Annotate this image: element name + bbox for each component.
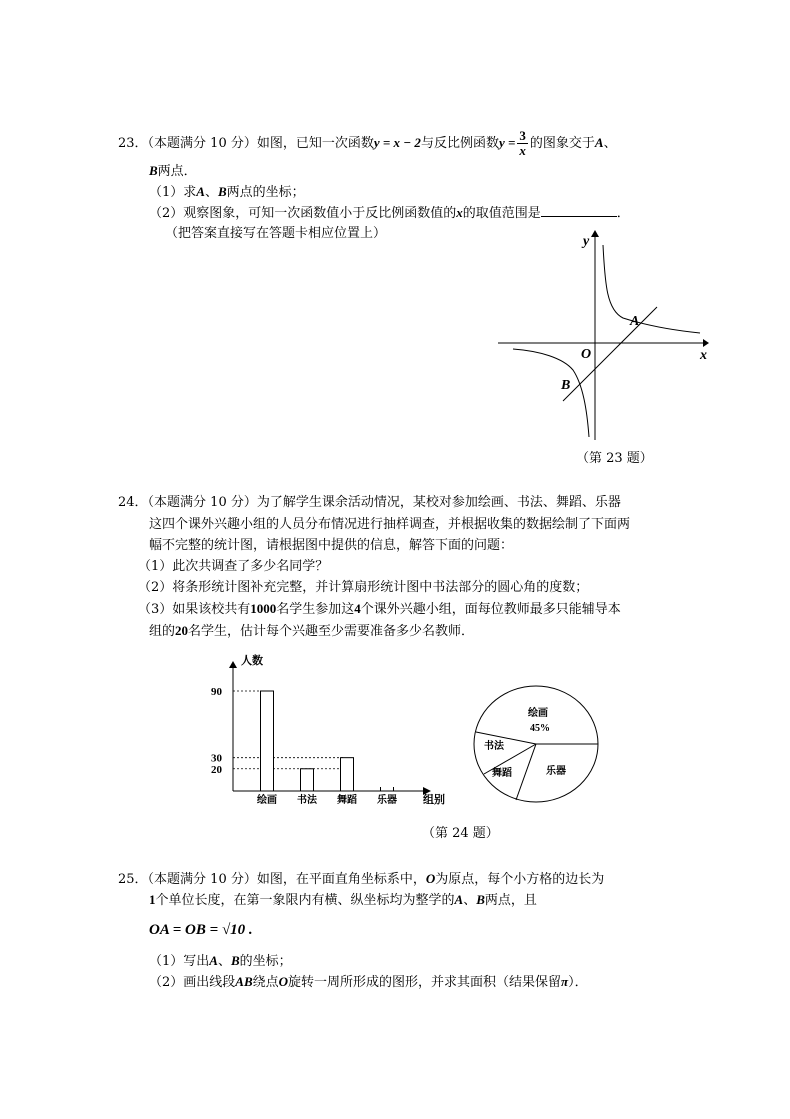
q24-line3: 幅不完整的统计图，请根据图中提供的信息，解答下面的问题：: [149, 538, 514, 553]
q23-inverse-y: y =: [498, 135, 516, 150]
fraction-denominator: x: [519, 143, 526, 158]
point-b: B: [217, 184, 227, 199]
point-b-label: B: [561, 378, 571, 393]
pie-annotation-painting: 45%: [530, 723, 550, 734]
q23-sub2: [149, 204, 630, 223]
q23-points: （本题满分 10 分）: [147, 136, 257, 151]
bar-2: [341, 758, 354, 791]
bar-category-label: 舞蹈: [337, 795, 357, 806]
separator: 、: [204, 185, 218, 200]
q25-points: （本题满分 10 分）: [147, 872, 257, 887]
point-b: B: [230, 953, 240, 968]
q25-equation: [149, 920, 253, 939]
q24-caption: （第 24 题）: [422, 826, 499, 841]
q23-number: 23．: [118, 136, 148, 151]
pie-label-dance: 舞蹈: [492, 768, 512, 779]
point-a-label: A: [630, 314, 640, 329]
q24-text: （3）如果该校共有: [138, 602, 251, 617]
q25-text: （2）画出线段: [149, 975, 236, 990]
point-b: B: [149, 163, 158, 178]
point-a: A: [196, 184, 205, 199]
q24-sub2: （2）将条形统计图补充完整，并计算扇形统计图中书法部分的圆心角的度数；: [138, 580, 589, 595]
q25-text: 如图，在平面直角坐标系中，: [256, 872, 426, 887]
q25-text: 为原点，每个小方格的边长为: [435, 872, 605, 887]
q23-note: （把答案直接写在答题卡相应位置上）: [165, 226, 387, 241]
variable-x: x: [456, 205, 463, 220]
hyperbola-branch-2: [513, 347, 592, 437]
q24-text: 名学生参加这: [276, 602, 355, 617]
bar-0: [261, 691, 274, 791]
pie-chart: [470, 683, 605, 808]
q24-line1: [118, 494, 621, 512]
pie-label-calligraphy: 书法: [484, 741, 504, 752]
q24-sub3-line1: [138, 600, 621, 619]
number-1000: 1000: [250, 601, 277, 616]
pi-symbol: π: [561, 974, 569, 989]
bar-category-label: 绘画: [257, 795, 277, 806]
bar-ylabel: 人数: [241, 655, 263, 667]
y-axis-label: y: [583, 234, 590, 249]
linear-function-line: [563, 307, 657, 401]
q23-line1: [118, 129, 617, 158]
bar-category-label: 书法: [297, 795, 317, 806]
number-20: 20: [175, 623, 189, 638]
q23-caption: （第 23 题）: [576, 451, 653, 466]
q23-text: （1）求: [149, 185, 197, 200]
number-1: 1: [149, 892, 156, 907]
q25-line2: [149, 891, 537, 910]
q25-text: ）．: [568, 975, 588, 990]
q23-linear-equation: y = x − 2: [373, 135, 421, 150]
bar-xlabel: 组别: [423, 794, 445, 806]
q23-text: （2）观察图象，可知一次函数值小于反比例函数值的: [149, 206, 457, 221]
pie-divider: [516, 744, 536, 800]
answer-blank[interactable]: [541, 204, 617, 217]
y-axis-arrow-icon: [591, 230, 599, 237]
q24-line2: 这四个课外兴趣小组的人员分布情况进行抽样调查，并根据收集的数据绘制了下面两: [149, 517, 631, 532]
separator: 、: [463, 893, 477, 908]
point-a: A: [594, 135, 604, 150]
q23-text: ．: [616, 206, 630, 221]
bar-category-label: 乐器: [377, 795, 397, 806]
q25-text: 绕点: [252, 975, 279, 990]
segment-ab: AB: [235, 974, 253, 989]
q24-sub1: （1）此次共调查了多少名同学？: [138, 559, 329, 574]
origin-label: O: [581, 347, 592, 362]
q24-text: 名学生，估计每个兴趣至少需要准备多少名教师．: [188, 624, 475, 639]
q25-text: （1）写出: [149, 954, 210, 969]
q25-text: 的坐标；: [239, 954, 292, 969]
q24-number: 24．: [118, 495, 148, 510]
q24-sub3-line2: [149, 622, 474, 641]
q24-text: 组的: [149, 624, 176, 639]
point-b: B: [476, 892, 485, 907]
q23-text: 两点的坐标；: [226, 185, 305, 200]
q23-text: 的图象交于: [529, 136, 595, 151]
point-a: A: [209, 953, 218, 968]
bar-chart: [205, 648, 455, 808]
x-axis-arrow-icon: [703, 339, 709, 347]
q23-text: 两点．: [157, 164, 197, 179]
fraction-numerator: 3: [519, 128, 526, 143]
q25-sub2: [149, 973, 588, 992]
q24-text: 个课外兴趣小组，面每位教师最多只能辅导本: [360, 602, 621, 617]
bar-ytick-label: 30: [211, 752, 222, 765]
q23-graph: [495, 225, 715, 445]
q23-text: 如图，已知一次函数: [256, 136, 374, 151]
q25-line1: [118, 870, 604, 889]
pie-label-music: 乐器: [546, 766, 566, 777]
point-o: O: [425, 871, 436, 886]
point-o: O: [278, 974, 289, 989]
q24-points: （本题满分 10 分）: [147, 495, 257, 510]
q23-text: 与反比例函数: [420, 136, 499, 151]
bar-ytick-label: 20: [211, 763, 222, 776]
bar-y-axis-arrow-icon: [229, 661, 237, 668]
equation-oa-ob: OA = OB = √10 .: [149, 922, 253, 938]
pie-label-painting: 绘画: [528, 708, 548, 719]
q25-sub1: [149, 952, 292, 971]
q23-text: 的取值范围是: [462, 206, 541, 221]
q23-sub1: [149, 183, 305, 202]
number-4: 4: [354, 601, 361, 616]
q25-number: 25．: [118, 872, 148, 887]
q25-text: 两点，且: [484, 893, 537, 908]
point-a: A: [454, 892, 464, 907]
q23-line2: [149, 162, 197, 181]
q23-inverse-fraction: [517, 129, 528, 158]
separator: 、: [217, 954, 231, 969]
q24-text: 为了解学生课余活动情况，某校对参加绘画、书法、舞蹈、乐器: [256, 495, 621, 510]
hyperbola-branch-1: [603, 245, 700, 333]
q25-text: 个单位长度，在第一象限内有横、纵坐标均为整学的: [155, 893, 455, 908]
bar-1: [301, 769, 314, 791]
q25-text: 旋转一周所形成的图形，并求其面积（结果保留: [288, 975, 562, 990]
x-axis-label: x: [700, 348, 707, 363]
bar-ytick-label: 90: [211, 686, 222, 698]
separator: 、: [603, 136, 617, 151]
